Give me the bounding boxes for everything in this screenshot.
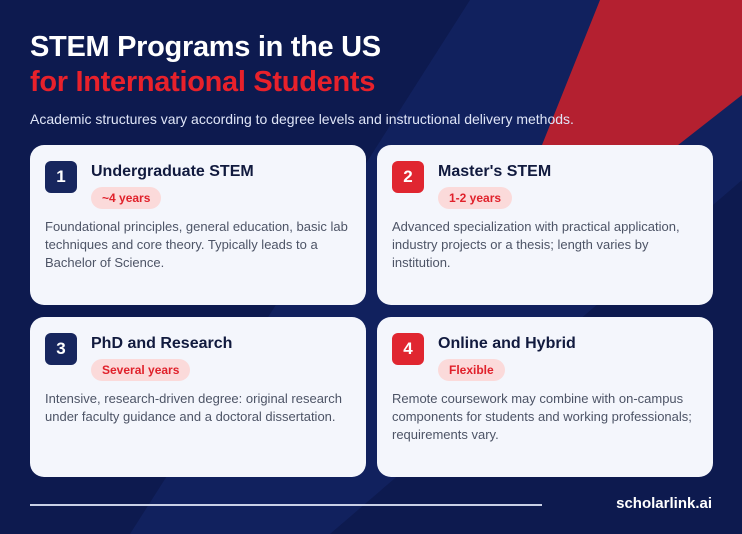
card-title: PhD and Research — [91, 335, 233, 352]
title-line-1: STEM Programs in the US — [30, 31, 381, 63]
card-description: Advanced specialization with practical application, industry projects or a thesis; length varies by institution. — [392, 219, 680, 270]
duration-badge: Flexible — [438, 359, 505, 381]
duration-badge: 1-2 years — [438, 187, 512, 209]
card-title: Undergraduate STEM — [91, 163, 254, 180]
card-description: Foundational principles, general education, basic lab techniques and core theory. Typically leads to a Bachelor of Science. — [45, 219, 348, 270]
duration-badge: Several years — [91, 359, 190, 381]
card-title: Master's STEM — [438, 163, 552, 180]
card-number-badge: 1 — [45, 161, 77, 193]
card-title: Online and Hybrid — [438, 335, 576, 352]
card-number-badge: 4 — [392, 333, 424, 365]
footer-divider — [30, 504, 542, 506]
page-subtitle: Academic structures vary according to degree levels and instructional delivery methods. — [30, 111, 574, 127]
title-line-2: for International Students — [30, 66, 376, 98]
card-description: Remote coursework may combine with on-campus components for students and working professionals; requirements vary. — [392, 391, 692, 442]
card-phd — [30, 317, 366, 477]
card-undergraduate — [30, 145, 366, 305]
page-title — [30, 30, 381, 100]
brand-logo: scholarlink.ai — [616, 495, 712, 512]
card-online-hybrid — [377, 317, 713, 477]
card-description: Intensive, research-driven degree: original research under faculty guidance and a doctoral dissertation. — [45, 391, 342, 424]
card-masters — [377, 145, 713, 305]
duration-badge: ~4 years — [91, 187, 161, 209]
card-number-badge: 2 — [392, 161, 424, 193]
card-number-badge: 3 — [45, 333, 77, 365]
